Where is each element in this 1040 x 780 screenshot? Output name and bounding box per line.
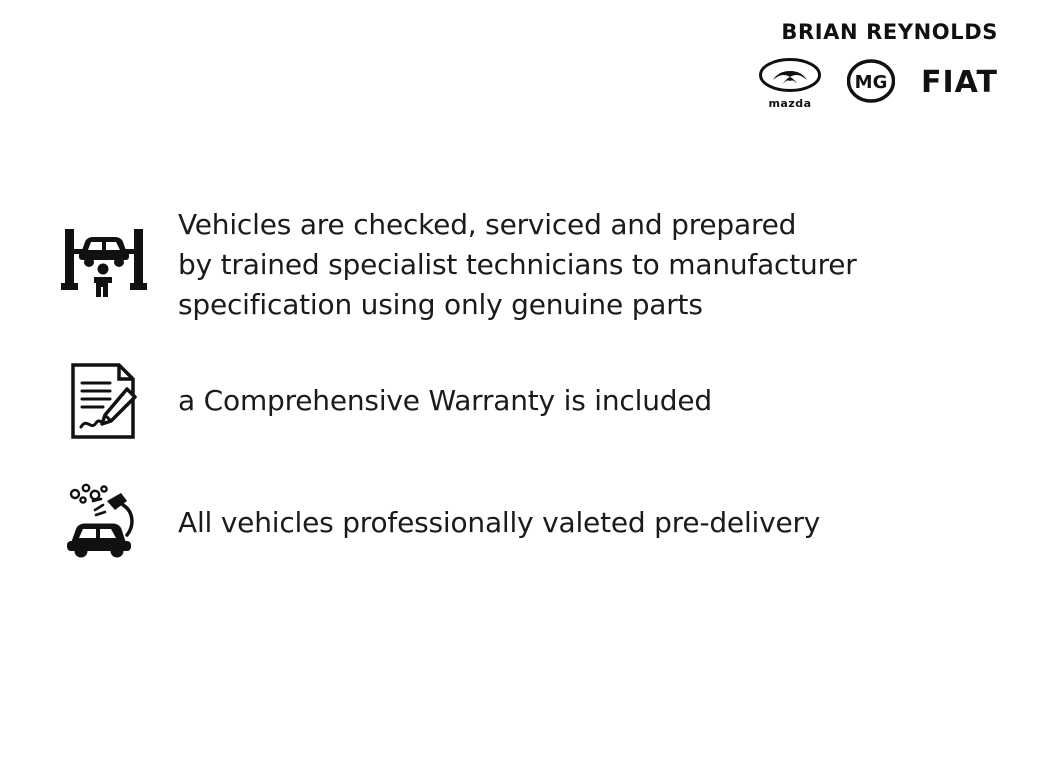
- mazda-wordmark: mazda: [768, 96, 812, 110]
- marque-mazda: [759, 58, 821, 109]
- dealer-branding: [759, 22, 998, 109]
- list-item: [56, 475, 1006, 571]
- benefit-line: by trained specialist technicians to manufacturer: [178, 248, 857, 282]
- benefit-text-warranty: [152, 381, 712, 421]
- list-item: [56, 353, 1006, 449]
- marque-fiat: [920, 65, 998, 100]
- benefit-line: All vehicles professionally valeted pre-delivery: [178, 506, 821, 540]
- benefit-text-servicing: [152, 205, 857, 325]
- mg-logo-icon: [847, 57, 895, 110]
- car-on-lift-icon: [56, 217, 152, 313]
- benefit-line: specification using only genuine parts: [178, 288, 703, 322]
- benefit-text-valeting: [152, 503, 820, 543]
- svg-text:MG: MG: [854, 71, 888, 93]
- benefit-line: Vehicles are checked, serviced and prepared: [178, 208, 797, 241]
- marque-logos: [759, 57, 998, 109]
- benefits-list: [56, 205, 1006, 605]
- list-item: [56, 205, 1006, 325]
- signed-document-icon: [56, 353, 152, 449]
- dealer-name: BRIAN REYNOLDS: [781, 20, 998, 44]
- benefit-line: a Comprehensive Warranty is included: [178, 384, 712, 418]
- mazda-logo-icon: [759, 58, 821, 97]
- car-wash-icon: [56, 475, 152, 571]
- fiat-wordmark: FIAT: [920, 65, 998, 100]
- marque-mg: [847, 57, 895, 110]
